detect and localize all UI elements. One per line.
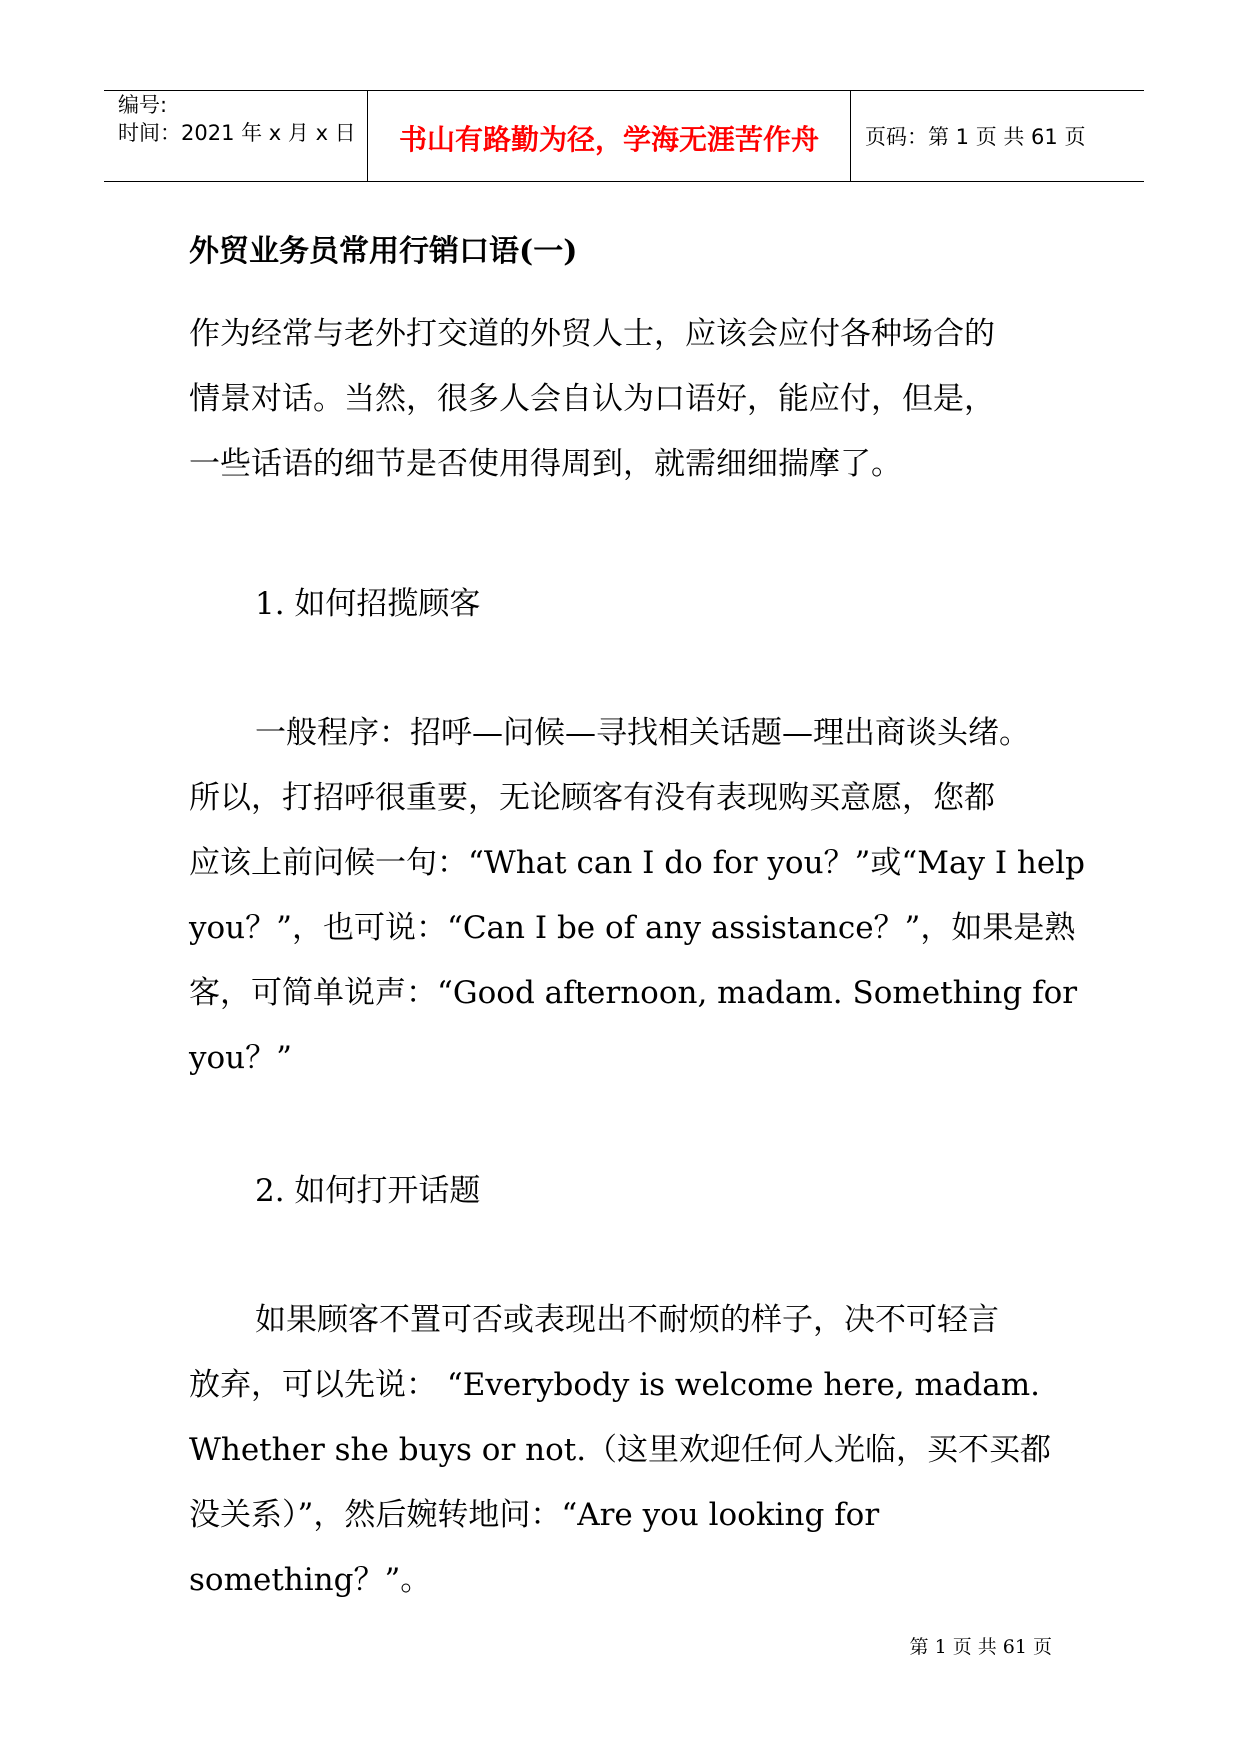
intro-paragraph <box>189 302 1054 497</box>
section-heading-2: 2. 如何打开话题 <box>255 1173 481 1209</box>
header-page-cell <box>851 91 1144 181</box>
paragraph-line: 一些话语的细节是否使用得周到，就需细细揣摩了。 <box>189 446 902 482</box>
page-footer <box>0 1632 1052 1659</box>
paragraph-line: 应该上前问候一句：“What can I do for you？”或“May I help <box>189 845 1086 881</box>
paragraph-line: you？” <box>189 1040 292 1076</box>
document-title: 外贸业务员常用行销口语(一) <box>189 234 578 269</box>
paragraph-line: 情景对话。当然，很多人会自认为口语好，能应付，但是， <box>189 381 995 417</box>
header-meta-cell <box>104 91 368 181</box>
paragraph-line: 所以，打招呼很重要，无论顾客有没有表现购买意愿，您都 <box>189 780 995 816</box>
paragraph-line: 一般程序：招呼—问候—寻找相关话题—理出商谈头绪。 <box>255 715 1030 751</box>
section-1-paragraph <box>189 701 1086 1091</box>
paragraph-line: 放弃，可以先说： “Everybody is welcome here, madam. <box>189 1367 1040 1403</box>
document-number-label: 编号: <box>118 93 168 117</box>
paragraph-line: 作为经常与老外打交道的外贸人士，应该会应付各种场合的 <box>189 316 995 352</box>
footer-page-number: 第 1 页 共 61 页 <box>909 1636 1052 1658</box>
paragraph-line: 如果顾客不置可否或表现出不耐烦的样子，决不可轻言 <box>255 1302 999 1338</box>
paragraph-line: 客，可简单说声：“Good afternoon, madam. Something for <box>189 975 1078 1011</box>
header-page-info: 页码：第 1 页 共 61 页 <box>865 125 1086 149</box>
paragraph-line: 没关系）”，然后婉转地问：“Are you looking for <box>189 1497 880 1533</box>
paragraph-line: Whether she buys or not.（这里欢迎任何人光临，买不买都 <box>189 1432 1052 1468</box>
paragraph-line: something？”。 <box>189 1562 432 1598</box>
section-heading-1: 1. 如何招揽顾客 <box>255 586 481 622</box>
document-time-label: 时间：2021 年 x 月 x 日 <box>118 121 356 145</box>
header-motto-cell <box>368 91 851 181</box>
section-2-paragraph <box>189 1288 1054 1613</box>
header-table <box>104 90 1144 182</box>
header-motto: 书山有路勤为径，学海无涯苦作舟 <box>398 123 819 156</box>
paragraph-line: you？”，也可说：“Can I be of any assistance？”，如果是熟 <box>189 910 1076 946</box>
